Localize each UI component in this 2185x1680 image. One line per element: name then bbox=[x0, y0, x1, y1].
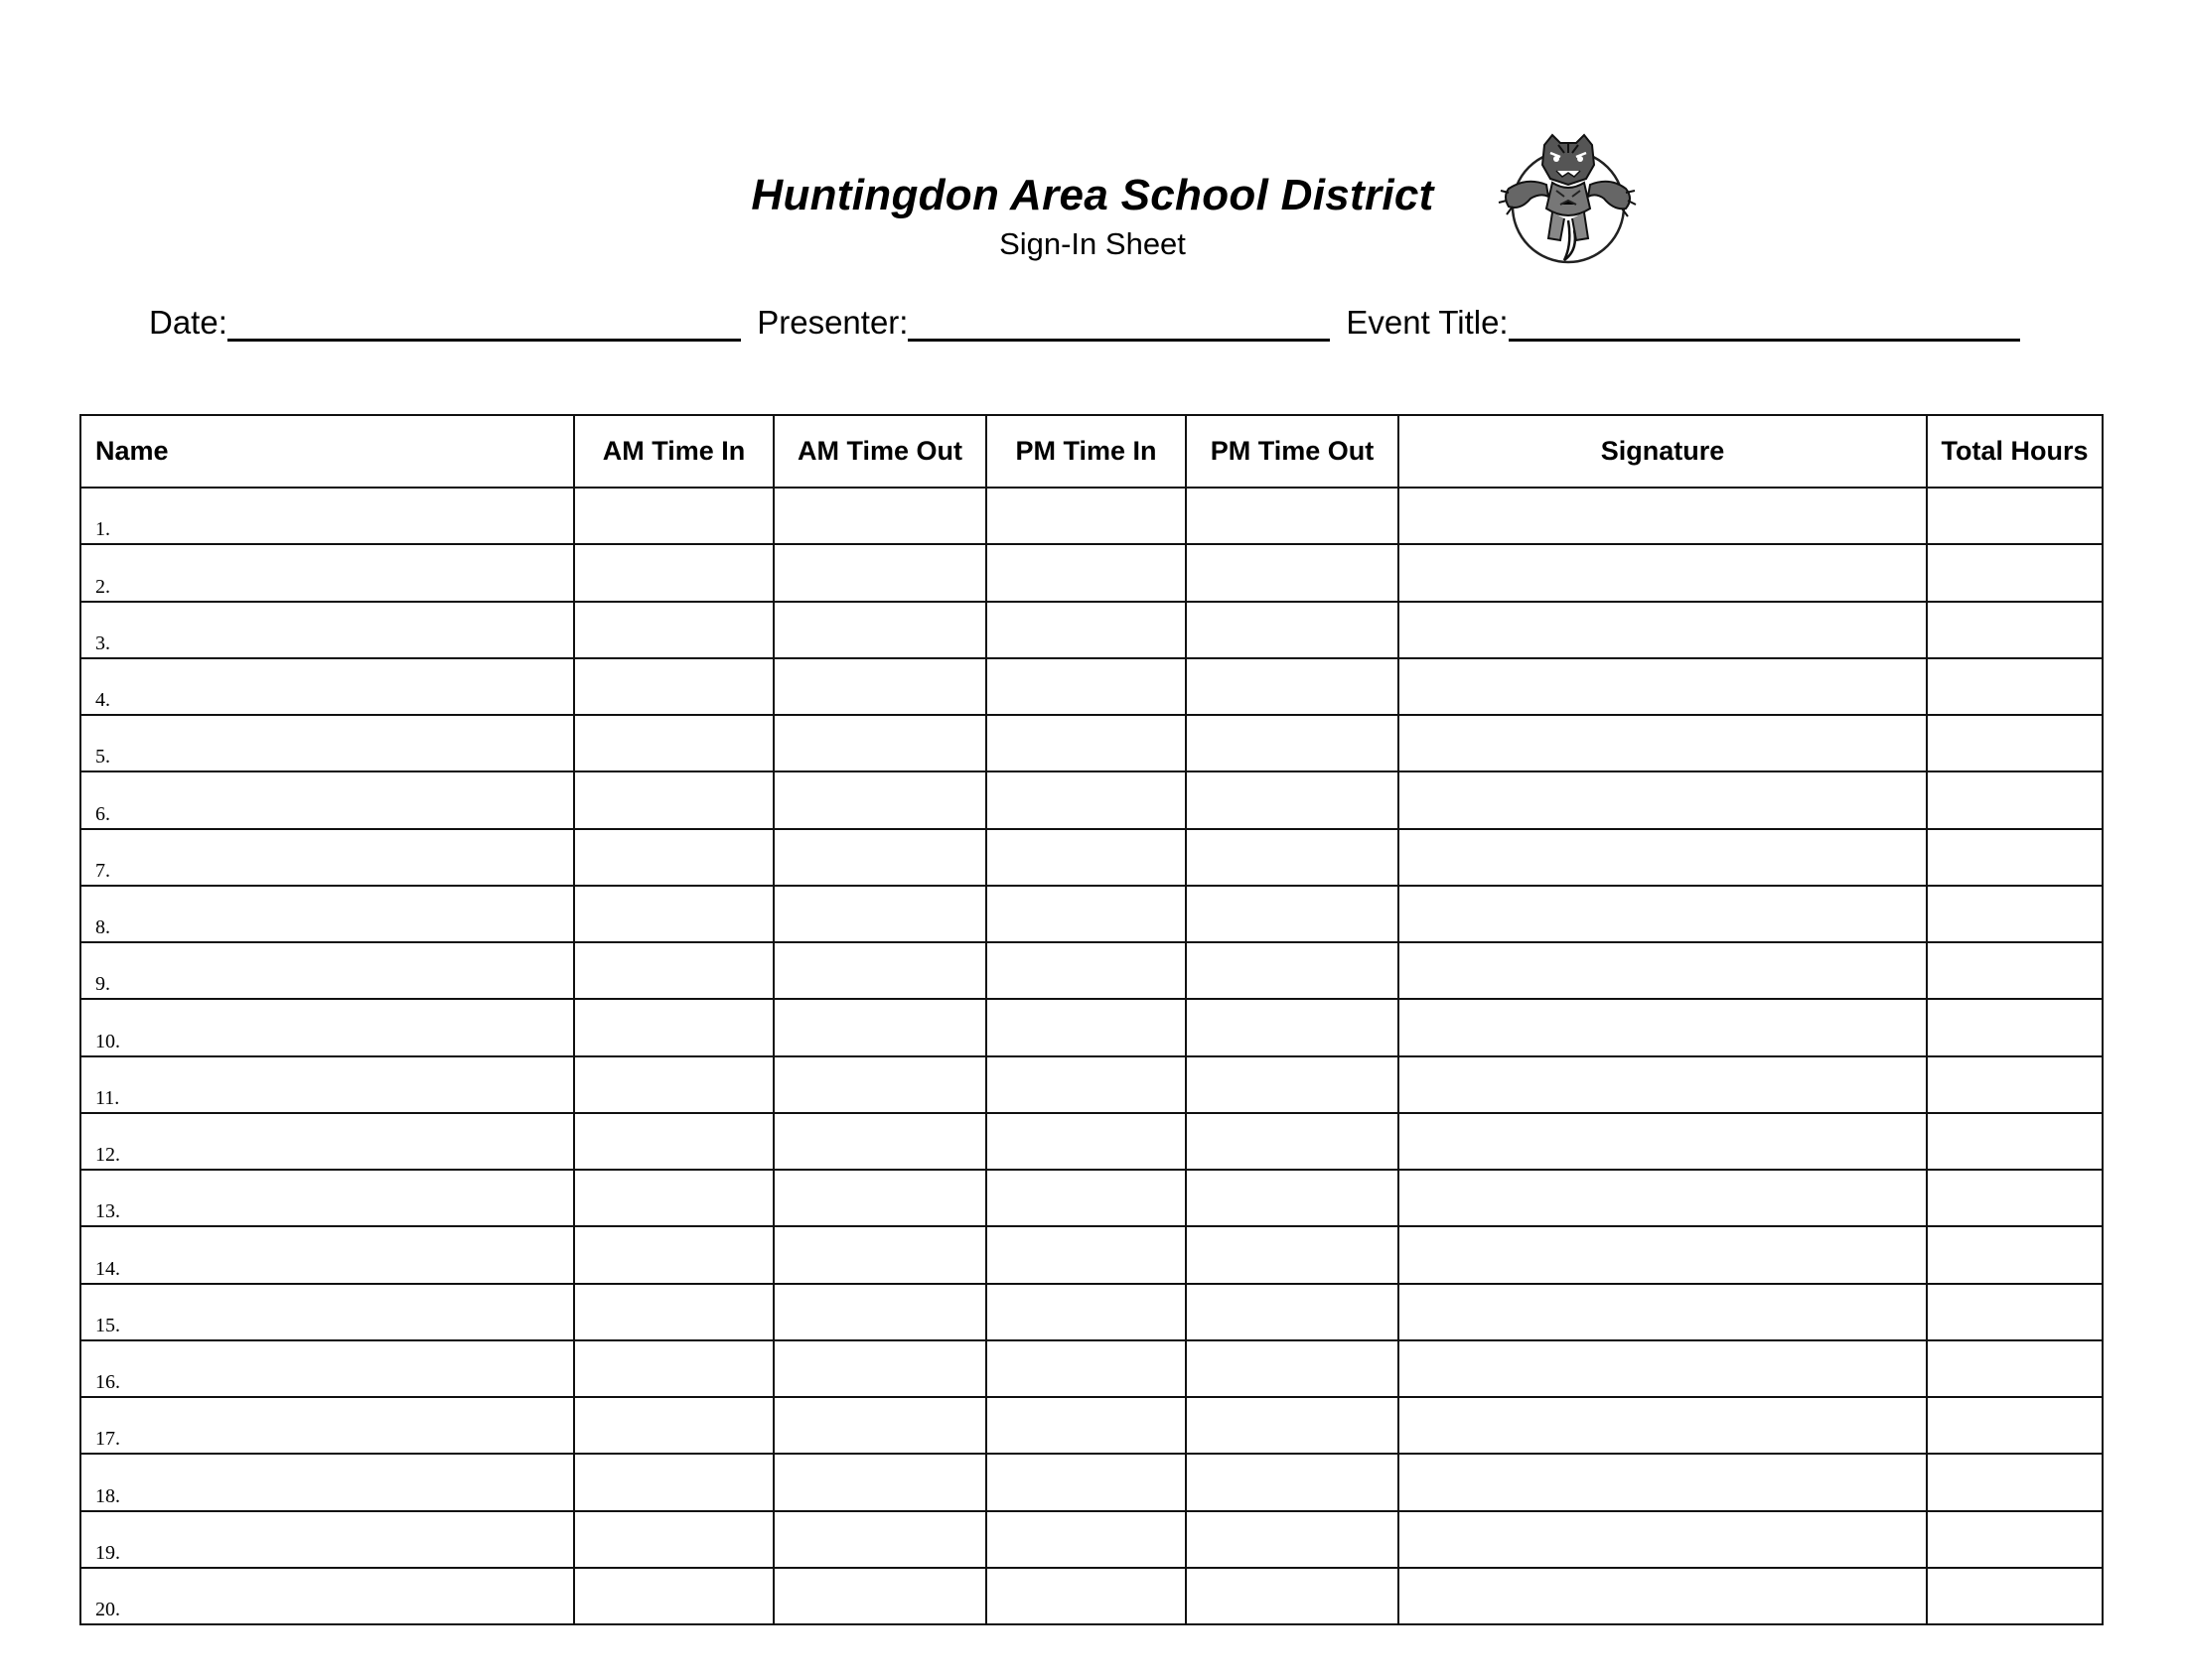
signature-cell[interactable] bbox=[1398, 1340, 1927, 1397]
table-row bbox=[80, 886, 2103, 942]
table-row bbox=[80, 715, 2103, 771]
total-hours-cell[interactable] bbox=[1927, 1397, 2103, 1454]
pm-time-out-cell[interactable] bbox=[1186, 1568, 1398, 1624]
am-time-out-cell[interactable] bbox=[774, 715, 986, 771]
total-hours-cell[interactable] bbox=[1927, 1113, 2103, 1170]
total-hours-cell[interactable] bbox=[1927, 1284, 2103, 1340]
am-time-in-cell[interactable] bbox=[574, 1170, 774, 1226]
pm-time-in-cell[interactable] bbox=[986, 771, 1186, 828]
am-time-in-cell[interactable] bbox=[574, 1397, 774, 1454]
signature-cell[interactable] bbox=[1398, 942, 1927, 999]
signature-cell[interactable] bbox=[1398, 771, 1927, 828]
pm-time-out-cell[interactable] bbox=[1186, 1113, 1398, 1170]
pm-time-in-cell[interactable] bbox=[986, 658, 1186, 715]
am-time-in-cell[interactable] bbox=[574, 715, 774, 771]
am-time-in-cell[interactable] bbox=[574, 1454, 774, 1510]
row-number: 15. bbox=[95, 1314, 120, 1336]
total-hours-cell[interactable] bbox=[1927, 1568, 2103, 1624]
name-cell[interactable] bbox=[80, 999, 574, 1055]
pm-time-in-cell[interactable] bbox=[986, 1568, 1186, 1624]
total-hours-cell[interactable] bbox=[1927, 1170, 2103, 1226]
signature-cell[interactable] bbox=[1398, 999, 1927, 1055]
am-time-in-cell[interactable] bbox=[574, 942, 774, 999]
total-hours-cell[interactable] bbox=[1927, 942, 2103, 999]
pm-time-out-cell[interactable] bbox=[1186, 1284, 1398, 1340]
pm-time-in-cell[interactable] bbox=[986, 1284, 1186, 1340]
am-time-out-cell[interactable] bbox=[774, 1226, 986, 1283]
name-cell[interactable] bbox=[80, 1170, 574, 1226]
am-time-out-cell[interactable] bbox=[774, 1340, 986, 1397]
table-row bbox=[80, 1568, 2103, 1624]
row-number: 1. bbox=[95, 518, 110, 541]
name-cell[interactable] bbox=[80, 829, 574, 886]
am-time-out-cell[interactable] bbox=[774, 1056, 986, 1113]
table-row bbox=[80, 1226, 2103, 1283]
total-hours-cell[interactable] bbox=[1927, 1454, 2103, 1510]
name-cell[interactable] bbox=[80, 1226, 574, 1283]
table-row bbox=[80, 658, 2103, 715]
total-hours-cell[interactable] bbox=[1927, 1056, 2103, 1113]
name-cell[interactable] bbox=[80, 658, 574, 715]
table-row bbox=[80, 942, 2103, 999]
signature-cell[interactable] bbox=[1398, 715, 1927, 771]
row-number: 13. bbox=[95, 1200, 120, 1223]
table-row bbox=[80, 602, 2103, 658]
table-row bbox=[80, 1056, 2103, 1113]
name-cell[interactable] bbox=[80, 1113, 574, 1170]
table-row bbox=[80, 1340, 2103, 1397]
name-cell[interactable] bbox=[80, 1511, 574, 1568]
column-header-pm-time-out: PM Time Out bbox=[1186, 415, 1398, 488]
pm-time-in-cell[interactable] bbox=[986, 1226, 1186, 1283]
name-cell[interactable] bbox=[80, 771, 574, 828]
row-number: 11. bbox=[95, 1086, 120, 1109]
am-time-in-cell[interactable] bbox=[574, 1511, 774, 1568]
pm-time-out-cell[interactable] bbox=[1186, 1397, 1398, 1454]
pm-time-in-cell[interactable] bbox=[986, 1511, 1186, 1568]
am-time-out-cell[interactable] bbox=[774, 544, 986, 601]
row-number: 16. bbox=[95, 1371, 120, 1393]
row-number: 20. bbox=[95, 1599, 120, 1620]
name-cell[interactable] bbox=[80, 1340, 574, 1397]
sign-in-table bbox=[79, 414, 2104, 1625]
am-time-in-cell[interactable] bbox=[574, 1284, 774, 1340]
panther-mascot-logo-icon bbox=[1495, 127, 1639, 266]
am-time-out-cell[interactable] bbox=[774, 488, 986, 544]
pm-time-in-cell[interactable] bbox=[986, 829, 1186, 886]
total-hours-cell[interactable] bbox=[1927, 658, 2103, 715]
row-number: 3. bbox=[95, 631, 110, 654]
total-hours-cell[interactable] bbox=[1927, 1226, 2103, 1283]
date-line[interactable] bbox=[227, 303, 741, 342]
document-subtitle: Sign-In Sheet bbox=[999, 226, 1186, 261]
signature-cell[interactable] bbox=[1398, 829, 1927, 886]
table-row bbox=[80, 829, 2103, 886]
row-number: 9. bbox=[95, 973, 110, 996]
am-time-out-cell[interactable] bbox=[774, 1284, 986, 1340]
column-header-am-time-out: AM Time Out bbox=[774, 415, 986, 488]
total-hours-cell[interactable] bbox=[1927, 602, 2103, 658]
row-number: 8. bbox=[95, 916, 110, 938]
pm-time-out-cell[interactable] bbox=[1186, 715, 1398, 771]
pm-time-in-cell[interactable] bbox=[986, 1397, 1186, 1454]
am-time-out-cell[interactable] bbox=[774, 771, 986, 828]
am-time-out-cell[interactable] bbox=[774, 1454, 986, 1510]
signature-cell[interactable] bbox=[1398, 488, 1927, 544]
presenter-line[interactable] bbox=[908, 303, 1330, 342]
name-cell[interactable] bbox=[80, 488, 574, 544]
table-row bbox=[80, 544, 2103, 601]
pm-time-out-cell[interactable] bbox=[1186, 1056, 1398, 1113]
name-cell[interactable] bbox=[80, 1397, 574, 1454]
pm-time-in-cell[interactable] bbox=[986, 488, 1186, 544]
signature-cell[interactable] bbox=[1398, 1226, 1927, 1283]
pm-time-out-cell[interactable] bbox=[1186, 1511, 1398, 1568]
am-time-out-cell[interactable] bbox=[774, 829, 986, 886]
table-row bbox=[80, 771, 2103, 828]
table-row bbox=[80, 488, 2103, 544]
name-cell[interactable] bbox=[80, 886, 574, 942]
am-time-in-cell[interactable] bbox=[574, 488, 774, 544]
am-time-out-cell[interactable] bbox=[774, 658, 986, 715]
pm-time-out-cell[interactable] bbox=[1186, 999, 1398, 1055]
total-hours-cell[interactable] bbox=[1927, 1340, 2103, 1397]
column-header-total-hours: Total Hours bbox=[1927, 415, 2103, 488]
event-title-label: Event Title: bbox=[1346, 304, 1509, 341]
name-cell[interactable] bbox=[80, 1056, 574, 1113]
name-cell[interactable] bbox=[80, 942, 574, 999]
pm-time-in-cell[interactable] bbox=[986, 1170, 1186, 1226]
name-cell[interactable] bbox=[80, 544, 574, 601]
pm-time-in-cell[interactable] bbox=[986, 1340, 1186, 1397]
am-time-out-cell[interactable] bbox=[774, 1397, 986, 1454]
total-hours-cell[interactable] bbox=[1927, 488, 2103, 544]
row-number: 2. bbox=[95, 575, 110, 598]
am-time-out-cell[interactable] bbox=[774, 942, 986, 999]
column-header-pm-time-in: PM Time In bbox=[986, 415, 1186, 488]
pm-time-out-cell[interactable] bbox=[1186, 602, 1398, 658]
column-header-name: Name bbox=[80, 415, 574, 488]
pm-time-out-cell[interactable] bbox=[1186, 829, 1398, 886]
pm-time-out-cell[interactable] bbox=[1186, 771, 1398, 828]
row-number: 19. bbox=[95, 1541, 120, 1564]
am-time-out-cell[interactable] bbox=[774, 999, 986, 1055]
total-hours-cell[interactable] bbox=[1927, 829, 2103, 886]
row-number: 17. bbox=[95, 1428, 120, 1451]
date-label: Date: bbox=[149, 304, 227, 341]
total-hours-cell[interactable] bbox=[1927, 771, 2103, 828]
pm-time-out-cell[interactable] bbox=[1186, 1226, 1398, 1283]
name-cell[interactable] bbox=[80, 715, 574, 771]
pm-time-in-cell[interactable] bbox=[986, 544, 1186, 601]
signature-cell[interactable] bbox=[1398, 1284, 1927, 1340]
pm-time-in-cell[interactable] bbox=[986, 602, 1186, 658]
total-hours-cell[interactable] bbox=[1927, 544, 2103, 601]
table-row bbox=[80, 1284, 2103, 1340]
total-hours-cell[interactable] bbox=[1927, 715, 2103, 771]
pm-time-in-cell[interactable] bbox=[986, 1113, 1186, 1170]
pm-time-in-cell[interactable] bbox=[986, 715, 1186, 771]
am-time-out-cell[interactable] bbox=[774, 886, 986, 942]
header-fields bbox=[149, 298, 2036, 342]
pm-time-out-cell[interactable] bbox=[1186, 886, 1398, 942]
name-cell[interactable] bbox=[80, 602, 574, 658]
am-time-out-cell[interactable] bbox=[774, 1511, 986, 1568]
signature-cell[interactable] bbox=[1398, 544, 1927, 601]
signature-cell[interactable] bbox=[1398, 1170, 1927, 1226]
total-hours-cell[interactable] bbox=[1927, 1511, 2103, 1568]
pm-time-out-cell[interactable] bbox=[1186, 942, 1398, 999]
signature-cell[interactable] bbox=[1398, 1397, 1927, 1454]
row-number: 4. bbox=[95, 689, 110, 711]
pm-time-out-cell[interactable] bbox=[1186, 1454, 1398, 1510]
am-time-in-cell[interactable] bbox=[574, 544, 774, 601]
pm-time-out-cell[interactable] bbox=[1186, 544, 1398, 601]
am-time-out-cell[interactable] bbox=[774, 1113, 986, 1170]
total-hours-cell[interactable] bbox=[1927, 886, 2103, 942]
am-time-in-cell[interactable] bbox=[574, 1113, 774, 1170]
signature-cell[interactable] bbox=[1398, 658, 1927, 715]
am-time-in-cell[interactable] bbox=[574, 602, 774, 658]
column-header-am-time-in: AM Time In bbox=[574, 415, 774, 488]
pm-time-out-cell[interactable] bbox=[1186, 658, 1398, 715]
pm-time-out-cell[interactable] bbox=[1186, 1170, 1398, 1226]
document-title: Huntingdon Area School District bbox=[751, 171, 1434, 219]
signature-cell[interactable] bbox=[1398, 1454, 1927, 1510]
am-time-in-cell[interactable] bbox=[574, 1056, 774, 1113]
table-row bbox=[80, 1113, 2103, 1170]
signature-cell[interactable] bbox=[1398, 886, 1927, 942]
name-cell[interactable] bbox=[80, 1454, 574, 1510]
table-row bbox=[80, 999, 2103, 1055]
table-row bbox=[80, 1454, 2103, 1510]
pm-time-in-cell[interactable] bbox=[986, 886, 1186, 942]
row-number: 10. bbox=[95, 1030, 120, 1052]
am-time-out-cell[interactable] bbox=[774, 602, 986, 658]
table-row bbox=[80, 1397, 2103, 1454]
am-time-in-cell[interactable] bbox=[574, 829, 774, 886]
name-cell[interactable] bbox=[80, 1568, 574, 1624]
table-header-row bbox=[80, 415, 2103, 488]
table-row bbox=[80, 1511, 2103, 1568]
am-time-out-cell[interactable] bbox=[774, 1170, 986, 1226]
pm-time-out-cell[interactable] bbox=[1186, 1340, 1398, 1397]
table-row bbox=[80, 1170, 2103, 1226]
signature-cell[interactable] bbox=[1398, 1511, 1927, 1568]
event-title-line[interactable] bbox=[1509, 303, 2020, 342]
row-number: 18. bbox=[95, 1484, 120, 1507]
am-time-in-cell[interactable] bbox=[574, 771, 774, 828]
am-time-in-cell[interactable] bbox=[574, 999, 774, 1055]
am-time-in-cell[interactable] bbox=[574, 1340, 774, 1397]
row-number: 6. bbox=[95, 802, 110, 825]
pm-time-out-cell[interactable] bbox=[1186, 488, 1398, 544]
column-header-signature: Signature bbox=[1398, 415, 1927, 488]
pm-time-in-cell[interactable] bbox=[986, 999, 1186, 1055]
row-number: 5. bbox=[95, 746, 110, 769]
signature-cell[interactable] bbox=[1398, 602, 1927, 658]
pm-time-in-cell[interactable] bbox=[986, 942, 1186, 999]
row-number: 7. bbox=[95, 859, 110, 882]
signature-cell[interactable] bbox=[1398, 1568, 1927, 1624]
row-number: 14. bbox=[95, 1257, 120, 1280]
signature-cell[interactable] bbox=[1398, 1056, 1927, 1113]
am-time-in-cell[interactable] bbox=[574, 1568, 774, 1624]
am-time-out-cell[interactable] bbox=[774, 1568, 986, 1624]
presenter-label: Presenter: bbox=[757, 304, 909, 341]
row-number: 12. bbox=[95, 1144, 120, 1166]
signature-cell[interactable] bbox=[1398, 1113, 1927, 1170]
name-cell[interactable] bbox=[80, 1284, 574, 1340]
am-time-in-cell[interactable] bbox=[574, 1226, 774, 1283]
am-time-in-cell[interactable] bbox=[574, 886, 774, 942]
total-hours-cell[interactable] bbox=[1927, 999, 2103, 1055]
pm-time-in-cell[interactable] bbox=[986, 1454, 1186, 1510]
am-time-in-cell[interactable] bbox=[574, 658, 774, 715]
pm-time-in-cell[interactable] bbox=[986, 1056, 1186, 1113]
